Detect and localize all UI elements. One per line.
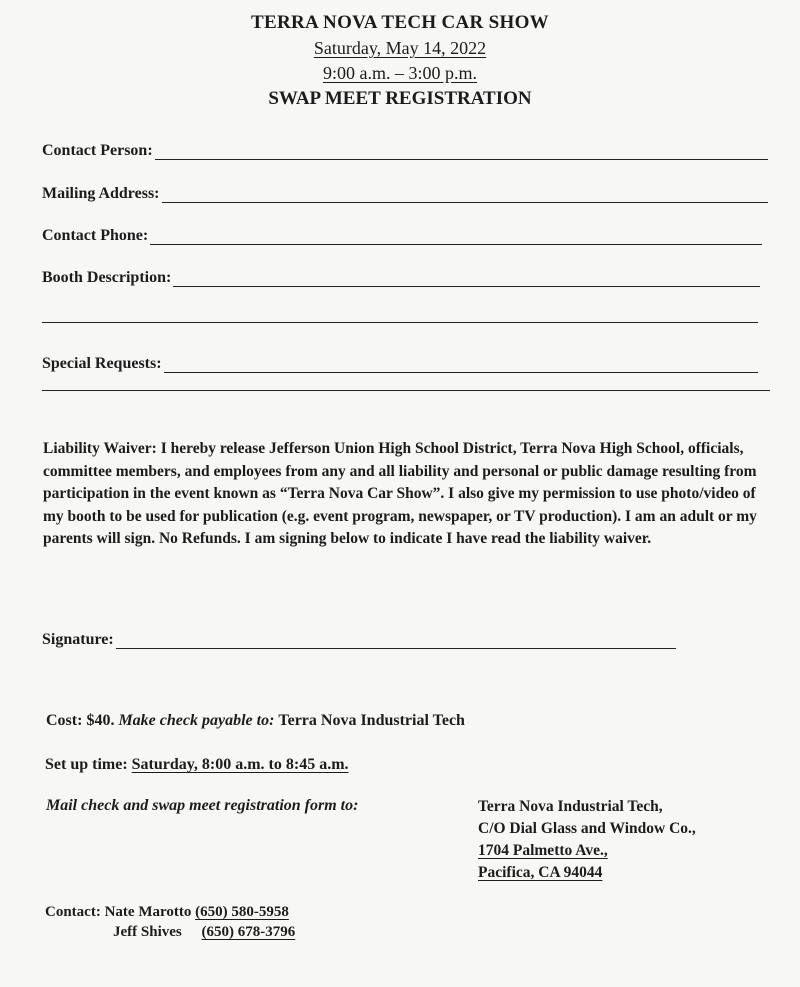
special-requests-line[interactable] bbox=[164, 358, 758, 373]
special-requests-line-2[interactable] bbox=[42, 390, 770, 391]
event-time: 9:00 a.m. – 3:00 p.m. bbox=[323, 63, 477, 83]
signature-label: Signature: bbox=[42, 631, 114, 648]
cost-label: Cost: $40. bbox=[46, 712, 115, 729]
liability-waiver-text: Liability Waiver: I hereby release Jefferson Union High School District, Terra Nova High School, officials, committee members, and employees from any and all liability and personal or public damage resulting from participation in the event known as “Terra Nova Car Show”. I also give my permission to use photo/video of my booth to be used for publication (e.g. event program, newspaper, or TV production). I am an adult or my parents will sign. No Refunds. I am signing below to indicate I have read the liability waiver. bbox=[43, 440, 757, 547]
signature-field[interactable] bbox=[42, 631, 676, 649]
contact-row bbox=[45, 922, 295, 942]
payee-name: Terra Nova Industrial Tech bbox=[278, 712, 465, 729]
contact-person-field[interactable] bbox=[42, 142, 768, 160]
cost-line bbox=[46, 712, 465, 730]
contact-name: Nate Marotto bbox=[104, 904, 192, 920]
contact-name: Jeff Shives bbox=[113, 924, 182, 940]
event-title: TERRA NOVA TECH CAR SHOW bbox=[251, 12, 549, 33]
setup-label: Set up time: bbox=[45, 756, 128, 773]
payable-label: Make check payable to: bbox=[118, 712, 275, 729]
mailing-address-block bbox=[478, 796, 696, 884]
booth-description-line-2[interactable] bbox=[42, 322, 758, 323]
setup-value: Saturday, 8:00 a.m. to 8:45 a.m. bbox=[131, 756, 349, 773]
event-date: Saturday, May 14, 2022 bbox=[313, 38, 487, 58]
contact-phone-line[interactable] bbox=[150, 230, 762, 245]
contact-phone: (650) 580-5958 bbox=[195, 904, 289, 920]
booth-description-label: Booth Description: bbox=[42, 269, 172, 286]
mail-instruction: Mail check and swap meet registration form to: bbox=[46, 797, 359, 814]
contact-phone-label: Contact Phone: bbox=[42, 227, 149, 244]
contact-phone-field[interactable] bbox=[42, 227, 762, 245]
address-line: Terra Nova Industrial Tech, bbox=[478, 798, 663, 815]
mailing-address-label: Mailing Address: bbox=[42, 185, 160, 202]
mailing-address-line[interactable] bbox=[162, 188, 769, 203]
address-line: Pacifica, CA 94044 bbox=[478, 864, 603, 881]
booth-description-field[interactable] bbox=[42, 269, 760, 287]
form-subtitle: SWAP MEET REGISTRATION bbox=[268, 88, 532, 109]
signature-line[interactable] bbox=[116, 634, 676, 649]
special-requests-label: Special Requests: bbox=[42, 355, 162, 372]
special-requests-field[interactable] bbox=[42, 355, 758, 373]
contacts-label: Contact: bbox=[45, 904, 101, 920]
contact-phone: (650) 678-3796 bbox=[201, 924, 296, 940]
address-line: C/O Dial Glass and Window Co., bbox=[478, 820, 696, 837]
contacts-block bbox=[45, 902, 295, 942]
contact-row bbox=[45, 902, 295, 922]
mailing-address-field[interactable] bbox=[42, 185, 768, 203]
contact-person-line[interactable] bbox=[155, 145, 768, 160]
contact-person-label: Contact Person: bbox=[42, 142, 153, 159]
setup-line bbox=[45, 756, 349, 774]
booth-description-line[interactable] bbox=[173, 272, 760, 287]
address-line: 1704 Palmetto Ave., bbox=[478, 842, 608, 859]
